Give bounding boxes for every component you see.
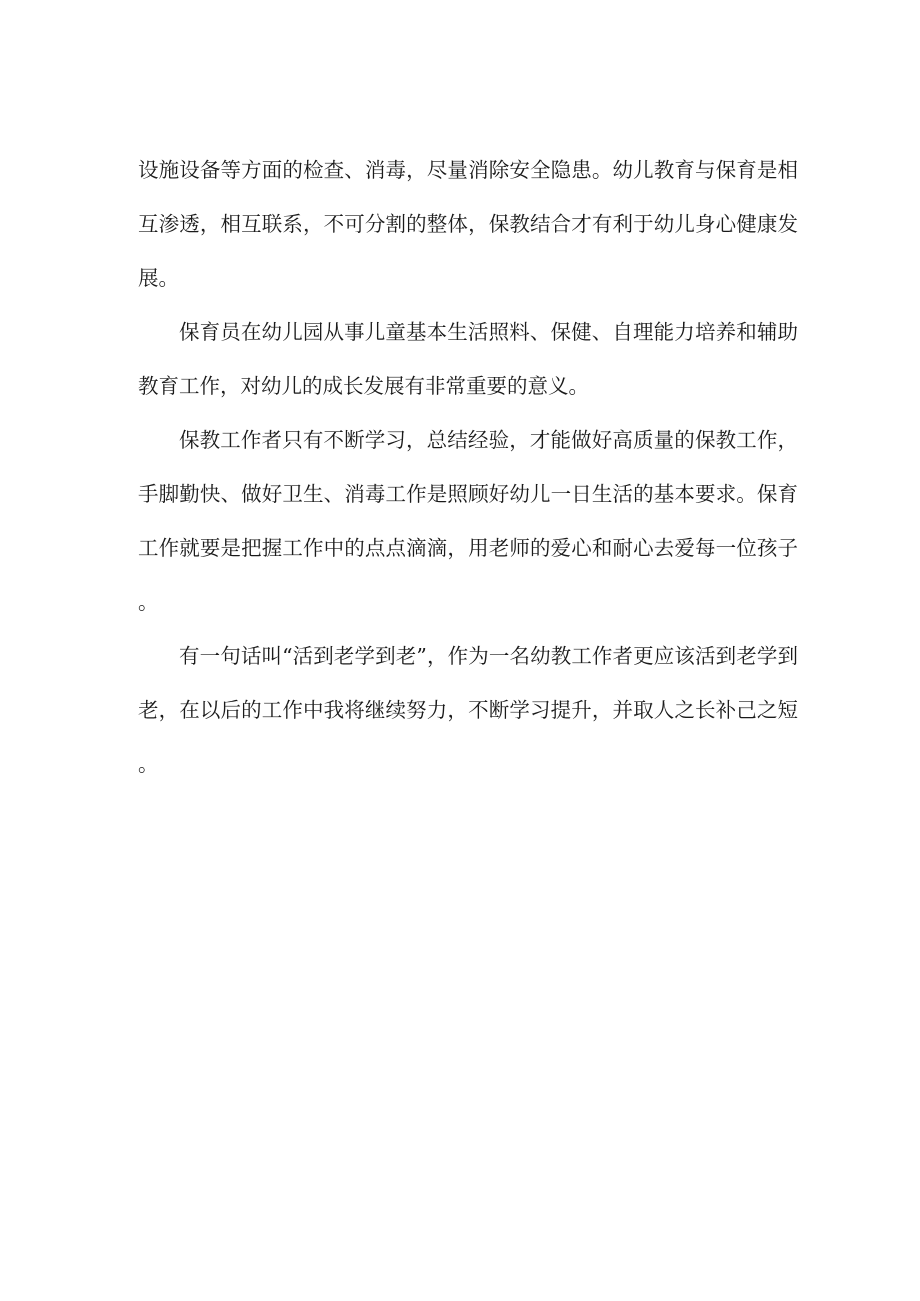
paragraph-continued: 设施设备等方面的检查、消毒，尽量消除安全隐患。幼儿教育与保育是相互渗透，相互联系，不可分割的整体，保教结合才有利于幼儿身心健康发展。: [138, 158, 798, 290]
paragraph-continuous-learning: 保教工作者只有不断学习，总结经验，才能做好高质量的保教工作，手脚勤快、做好卫生、消毒工作是照顾好幼儿一日生活的基本要求。保育工作就要是把握工作中的点点滴滴，用老师的爱心和耐心去爱每一位孩子。: [138, 428, 798, 614]
document-body: [138, 143, 798, 791]
paragraph-lifelong-learning: 有一句话叫“活到老学到老”，作为一名幼教工作者更应该活到老学到老，在以后的工作中我将继续努力，不断学习提升，并取人之长补己之短。: [138, 644, 798, 776]
paragraph-caregiver-role: 保育员在幼儿园从事儿童基本生活照料、保健、自理能力培养和辅助教育工作，对幼儿的成长发展有非常重要的意义。: [138, 320, 798, 398]
